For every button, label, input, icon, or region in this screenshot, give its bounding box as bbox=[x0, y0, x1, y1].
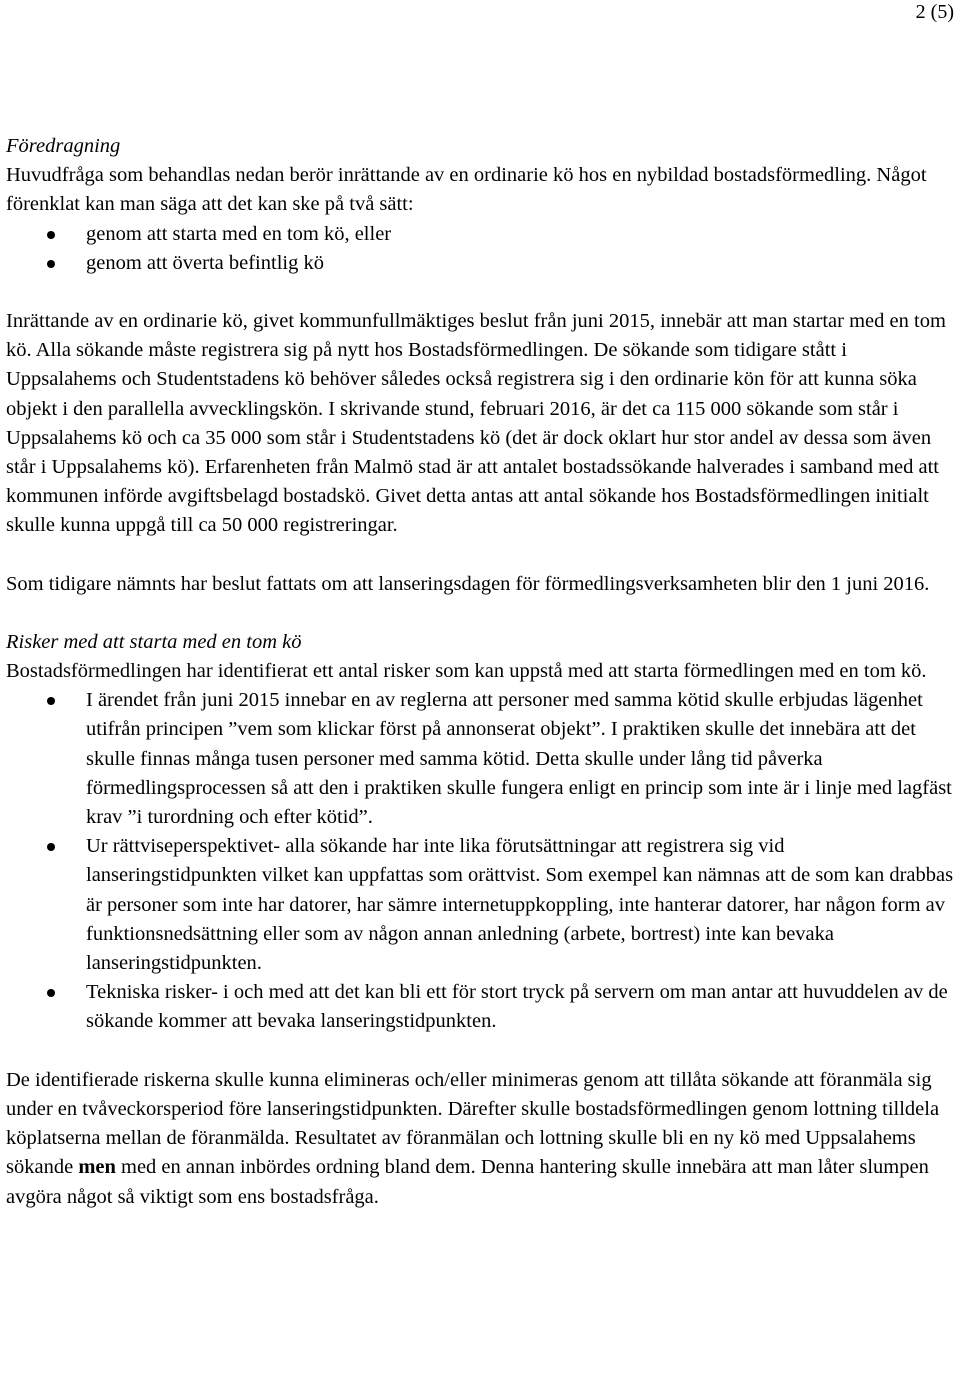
list-item bbox=[6, 686, 956, 832]
list-item-text: genom att överta befintlig kö bbox=[86, 251, 324, 274]
document-body bbox=[6, 132, 956, 1212]
page-number: 2 (5) bbox=[915, 1, 954, 23]
risks-intro-paragraph: Bostadsförmedlingen har identifierat ett antal risker som kan uppstå med att starta förmedlingen med en tom kö. bbox=[6, 660, 927, 683]
bullet-icon bbox=[47, 231, 55, 239]
mitigation-text-start: De identifierade riskerna skulle kunna elimineras och/eller minimeras genom att tillåta sökande att föranmäla sig under en tvåveckorsperiod före lanseringstidpunkten. Därefter skulle bostadsförmedlingen genom lottning tilldela köplatserna mellan de föranmälda. Resultatet av föranmälan och lottning skulle bli en ny kö med Uppsalahems sökande bbox=[6, 1068, 940, 1179]
list-item bbox=[6, 220, 956, 249]
spacer bbox=[6, 599, 956, 628]
list-item-text: Tekniska risker- i och med att det kan bli ett för stort tryck på servern om man antar att huvuddelen av de sökande kommer att bevaka lanseringstidpunkten. bbox=[86, 981, 948, 1033]
bullet-icon bbox=[47, 843, 55, 851]
mitigation-text-end: med en annan inbördes ordning bland dem. Denna hantering skulle innebära att man låter slumpen avgöra något så viktigt som ens bostadsfråga. bbox=[6, 1156, 929, 1208]
intro-paragraph: Huvudfråga som behandlas nedan berör inrättande av en ordinarie kö hos en nybildad bostadsförmedling. Något förenklat kan man säga att det kan ske på två sätt: bbox=[6, 164, 927, 216]
list-item bbox=[6, 978, 956, 1036]
spacer bbox=[6, 541, 956, 570]
queue-paragraph: Inrättande av en ordinarie kö, givet kommunfullmäktiges beslut från juni 2015, innebär att man startar med en tom kö. Alla sökande måste registrera sig på nytt hos Bostadsförmedlingen. De sökande som tidigare stått i Uppsalahems och Studentstadens kö behöver således också registrera sig i den ordinarie kön för att kunna söka objekt i den parallella avvecklingskön. I skrivande stund, februari 2016, är det ca 115 000 sökande som står i Uppsalahems kö och ca 35 000 som står i Studentstadens kö (det är dock oklart hur stor andel av dessa som även står i Uppsalahems kö). Erfarenheten från Malmö stad är att antalet bostadssökande halverades i samband med att kommunen införde avgiftsbelagd bostadskö. Givet detta antas att antal sökande hos Bostadsförmedlingen initialt skulle kunna uppgå till ca 50 000 registreringar. bbox=[6, 310, 946, 537]
emphasis-men: men bbox=[78, 1156, 116, 1179]
list-item-text: I ärendet från juni 2015 innebar en av reglerna att personer med samma kötid skulle erbjudas lägenhet utifrån principen ”vem som klickar först på annonserat objekt”. I praktiken skulle det innebära att det skulle finnas många tusen personer med samma kötid. Detta skulle under lång tid påverka förmedlingsprocessen så att den i praktiken skulle fungera enligt en princip som inte är i linje med lagfäst krav ”i turordning och efter kötid”. bbox=[86, 689, 952, 829]
section-heading-foredragning: Föredragning bbox=[6, 135, 121, 157]
spacer bbox=[6, 278, 956, 307]
bullet-icon bbox=[47, 260, 55, 268]
list-item-text: genom att starta med en tom kö, eller bbox=[86, 222, 392, 245]
risks-list bbox=[6, 686, 956, 1036]
list-item bbox=[6, 832, 956, 978]
options-list bbox=[6, 220, 956, 278]
bullet-icon bbox=[47, 697, 55, 705]
list-item-text: Ur rättviseperspektivet- alla sökande har inte lika förutsättningar att registrera sig vid lanseringstidpunkten vilket kan uppfattas som orättvist. Som exempel kan nämnas att de som kan drabbas är personer som inte har datorer, har sämre internetuppkoppling, inte hanterar datorer, har någon form av funktionsnedsättning eller som av någon annan anledning (arbete, bortrest) inte kan bevaka lanseringstidpunkten. bbox=[86, 835, 954, 975]
mitigation-paragraph bbox=[6, 1066, 956, 1212]
section-heading-risker: Risker med att starta med en tom kö bbox=[6, 630, 302, 653]
list-item bbox=[6, 249, 956, 278]
launch-date-paragraph: Som tidigare nämnts har beslut fattats om att lanseringsdagen för förmedlingsverksamheten blir den 1 juni 2016. bbox=[6, 572, 930, 595]
bullet-icon bbox=[47, 989, 55, 997]
spacer bbox=[6, 1037, 956, 1066]
